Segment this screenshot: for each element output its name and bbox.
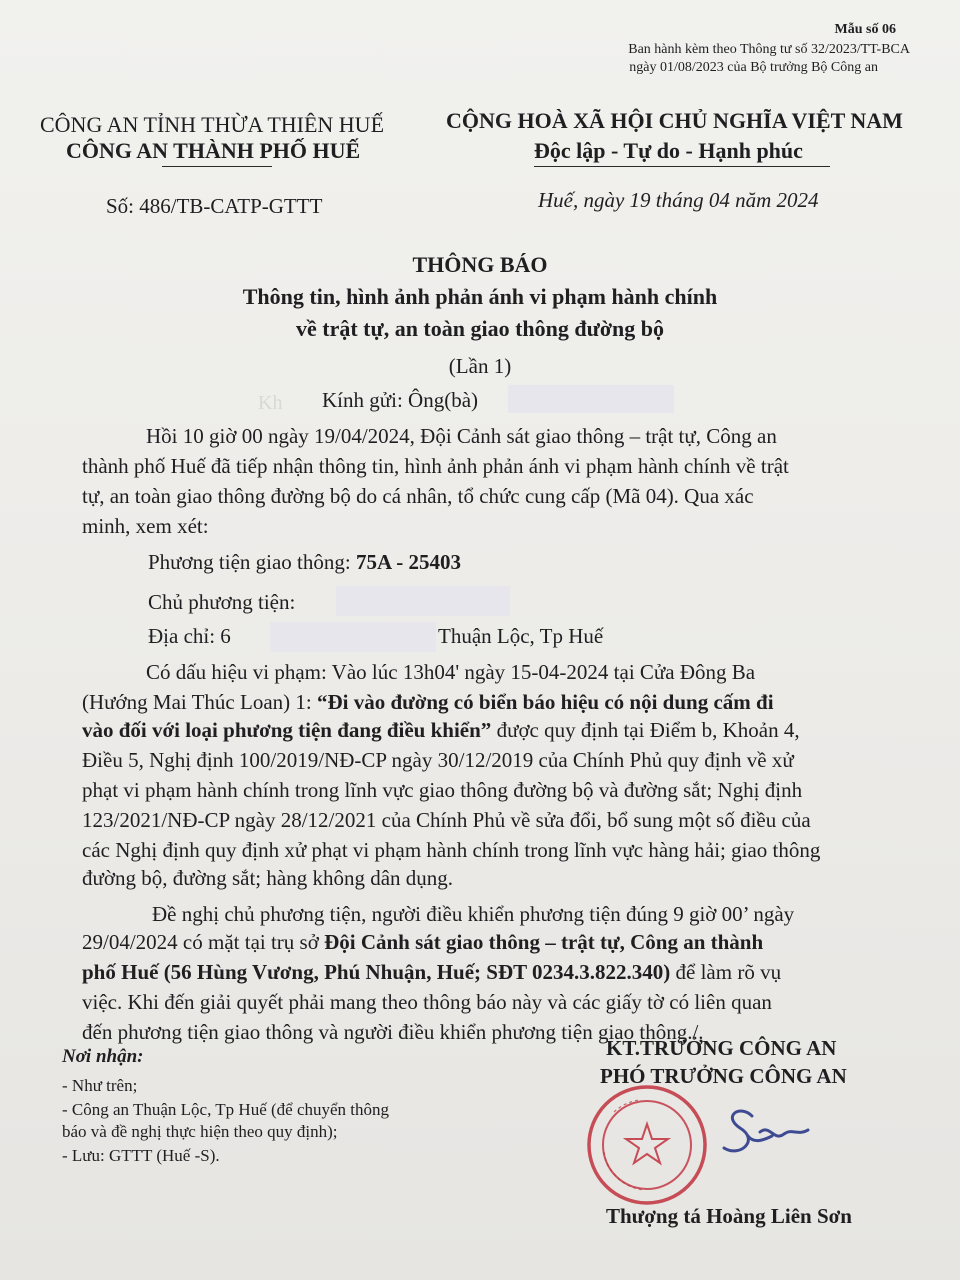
- agency-underline: [162, 166, 272, 167]
- vehicle-plate: 75A - 25403: [355, 550, 461, 574]
- violation-line-3: [82, 718, 800, 743]
- national-title: CỘNG HOÀ XÃ HỘI CHỦ NGHĨA VIỆT NAM: [446, 108, 903, 133]
- salutation: Kính gửi: Ông(bà): [322, 388, 479, 412]
- signature-title-2: PHÓ TRƯỞNG CÔNG AN: [600, 1064, 847, 1088]
- violation-line-5: phạt vi phạm hành chính trong lĩnh vực giao thông đường bộ và đường sắt; Nghị định: [82, 778, 803, 802]
- request-line-3: [82, 960, 781, 985]
- violation-line-7: các Nghị định quy định xử phạt vi phạm hành chính trong lĩnh vực hàng hải; giao thông: [82, 838, 821, 862]
- violation-line-8: đường bộ, đường sắt; hàng không dân dụng.: [82, 866, 454, 890]
- address-suffix: Thuận Lộc, Tp Huế: [438, 624, 604, 648]
- national-motto: Độc lập - Tự do - Hạnh phúc: [534, 138, 803, 163]
- request-line-4: việc. Khi đến giải quyết phải mang theo thông báo này và các giấy tờ có liên quan: [82, 990, 772, 1014]
- place-date: Huế, ngày 19 tháng 04 năm 2024: [538, 188, 819, 212]
- recipient-item: - Lưu: GTTT (Huế -S).: [62, 1146, 220, 1165]
- form-number: Mẫu số 06: [834, 22, 896, 37]
- attempt-number: (Lần 1): [448, 354, 512, 378]
- vehicle-field: [148, 550, 461, 575]
- intro-line-4: minh, xem xét:: [82, 514, 209, 538]
- document-number: Số: 486/TB-CATP-GTTT: [106, 194, 323, 218]
- request-line-5: đến phương tiện giao thông và người điều khiển phương tiện giao thông./.: [82, 1020, 704, 1044]
- redacted-owner-name: [336, 586, 510, 616]
- vehicle-label: Phương tiện giao thông:: [148, 550, 351, 574]
- violation-line-4: Điều 5, Nghị định 100/2019/NĐ-CP ngày 30/12/2019 của Chính Phủ quy định về xử: [82, 748, 794, 772]
- document-title: THÔNG BÁO: [412, 252, 548, 277]
- intro-line-2: thành phố Huế đã tiếp nhận thông tin, hình ảnh phản ánh vi phạm hành chính về trật: [82, 454, 789, 478]
- request-prefix: 29/04/2024 có mặt tại trụ sở: [82, 930, 325, 954]
- violation-regulation: được quy định tại Điểm b, Khoản 4,: [491, 718, 800, 742]
- request-address: phố Huế (56 Hùng Vương, Phú Nhuận, Huế; SĐT 0234.3.822.340): [82, 960, 671, 984]
- violation-line-2: [82, 690, 774, 715]
- signature-title-1: KT.TRƯỞNG CÔNG AN: [606, 1036, 837, 1060]
- form-issued-line-2: ngày 01/08/2023 của Bộ trưởng Bộ Công an: [629, 60, 878, 75]
- redacted-address: [270, 622, 436, 652]
- bleed-through-mark: Kh: [258, 392, 283, 414]
- motto-underline: [534, 166, 830, 167]
- handwritten-signature: [700, 1096, 820, 1166]
- intro-line-1: Hồi 10 giờ 00 ngày 19/04/2024, Đội Cảnh sát giao thông – trật tự, Công an: [146, 424, 777, 448]
- violation-line-6: 123/2021/NĐ-CP ngày 28/12/2021 của Chính Phủ về sửa đổi, bổ sung một số điều của: [82, 808, 811, 832]
- request-office: Đội Cảnh sát giao thông – trật tự, Công an thành: [324, 930, 764, 954]
- violation-line-1: Có dấu hiệu vi phạm: Vào lúc 13h04' ngày 15-04-2024 tại Cửa Đông Ba: [146, 660, 756, 684]
- form-issued-line-1: Ban hành kèm theo Thông tư số 32/2023/TT-BCA: [628, 42, 910, 57]
- request-purpose: để làm rõ vụ: [670, 960, 782, 984]
- violation-location: (Hướng Mai Thúc Loan) 1:: [82, 690, 317, 714]
- request-line-2: [82, 930, 763, 955]
- violation-description-start: “Đi vào đường có biển báo hiệu có nội dung cấm đi: [316, 690, 774, 714]
- recipient-item: - Như trên;: [62, 1076, 138, 1095]
- intro-line-3: tự, an toàn giao thông đường bộ do cá nhân, tổ chức cung cấp (Mã 04). Qua xác: [82, 484, 754, 508]
- recipients-title: Nơi nhận:: [62, 1046, 144, 1067]
- recipient-item: - Công an Thuận Lộc, Tp Huế (để chuyển thông: [62, 1100, 390, 1119]
- document-subtitle-1: Thông tin, hình ảnh phản ánh vi phạm hành chính: [242, 284, 718, 309]
- violation-description-end: vào đối với loại phương tiện đang điều khiển”: [82, 718, 492, 742]
- agency-parent: CÔNG AN TỈNH THỪA THIÊN HUẾ: [40, 112, 385, 137]
- official-seal-stamp: [584, 1082, 710, 1208]
- agency-name: CÔNG AN THÀNH PHỐ HUẾ: [66, 138, 361, 163]
- signer-name: Thượng tá Hoàng Liên Sơn: [606, 1204, 852, 1228]
- recipient-item: báo và đề nghị thực hiện theo quy định);: [62, 1122, 338, 1141]
- document-subtitle-2: về trật tự, an toàn giao thông đường bộ: [295, 316, 664, 341]
- redacted-recipient-name: [508, 385, 674, 413]
- address-label: Địa chỉ: 6: [148, 624, 231, 648]
- request-line-1: Đề nghị chủ phương tiện, người điều khiển phương tiện đúng 9 giờ 00’ ngày: [152, 902, 795, 926]
- owner-label: Chủ phương tiện:: [148, 590, 296, 614]
